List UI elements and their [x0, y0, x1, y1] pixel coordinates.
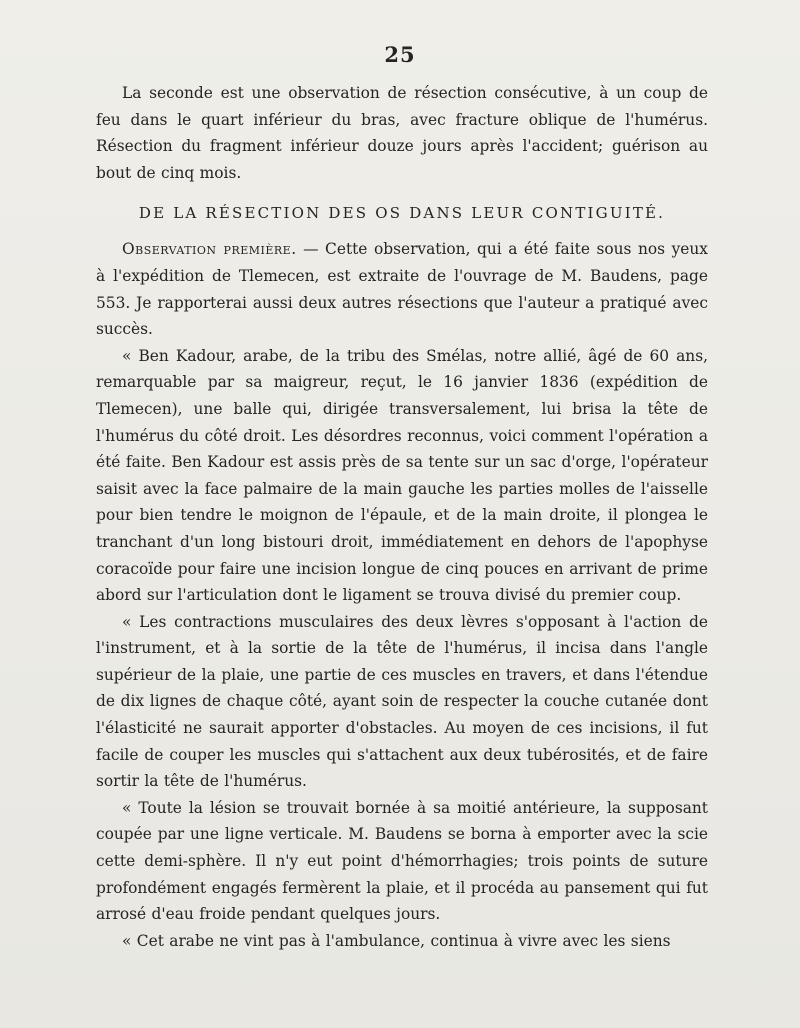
paragraph-lesion: « Toute la lésion se trouvait bornée à sa moitié antérieure, la supposant coupée par une ligne verticale. M. Baudens se borna à emporter avec la scie cette demi-sphère. Il n'y eut point d'hémorrhagies; trois points de suture profondément engagés fermèrent la plaie, et il procéda au pansement qui fut arrosé d'eau froide pendant quelques jours. [96, 798, 708, 924]
paragraph-ben-kadour: « Ben Kadour, arabe, de la tribu des Smélas, notre allié, âgé de 60 ans, remarquable par sa maigreur, reçut, le 16 janvier 1836 (expédition de Tlemecen), une balle qui, dirigée transversalement, lui brisa la tête de l'humérus du côté droit. Les désordres reconnus, voici comment l'opération a été faite. Ben Kadour est assis près de sa tente sur un sac d'orge, l'opérateur saisit avec la face palmaire de la main gauche les parties molles de l'aisselle pour bien tendre le moignon de l'épaule, et de la main droite, il plongea le tranchant d'un long bistouri droit, immédiatement en dehors de l'apophyse coracoïde pour faire une incision longue de cinq pouces en arrivant de prime abord sur l'articulation dont le ligament se trouva divisé du premier coup. [96, 346, 708, 605]
observation-text: — Cette observation, qui a été faite sous nos yeux à l'expédition de Tlemecen, est extraite de l'ouvrage de M. Baudens, page 553. Je rapporterai aussi deux autres résections que l'auteur a pratiqué avec succès. [96, 240, 708, 339]
paragraph-arabe: « Cet arabe ne vint pas à l'ambulance, continua à vivre avec les siens [122, 931, 671, 950]
paragraph-observation [96, 236, 708, 342]
paragraph-contractions: « Les contractions musculaires des deux lèvres s'opposant à l'action de l'instrument, et à la sortie de la tête de l'humérus, il incisa dans l'angle supérieur de la plaie, une partie de ces muscles en travers, et dans l'étendue de dix lignes de chaque côté, ayant soin de respecter la couche cutanée dont l'élasticité ne saurait apporter d'obstacles. Au moyen de ces incisions, il fut facile de couper les muscles qui s'attachent aux deux tubérosités, et de faire sortir la tête de l'humérus. [96, 612, 708, 791]
section-heading: DE LA RÉSECTION DES OS DANS LEUR CONTIGUITÉ. [138, 204, 666, 223]
observation-label: Observation première. [122, 240, 297, 259]
page-number: 25 [384, 42, 416, 67]
page-body [96, 80, 708, 954]
paragraph-intro: La seconde est une observation de résection consécutive, à un coup de feu dans le quart inférieur du bras, avec fracture oblique de l'humérus. Résection du fragment inférieur douze jours après l'accident; guérison au bout de cinq mois. [96, 84, 708, 182]
